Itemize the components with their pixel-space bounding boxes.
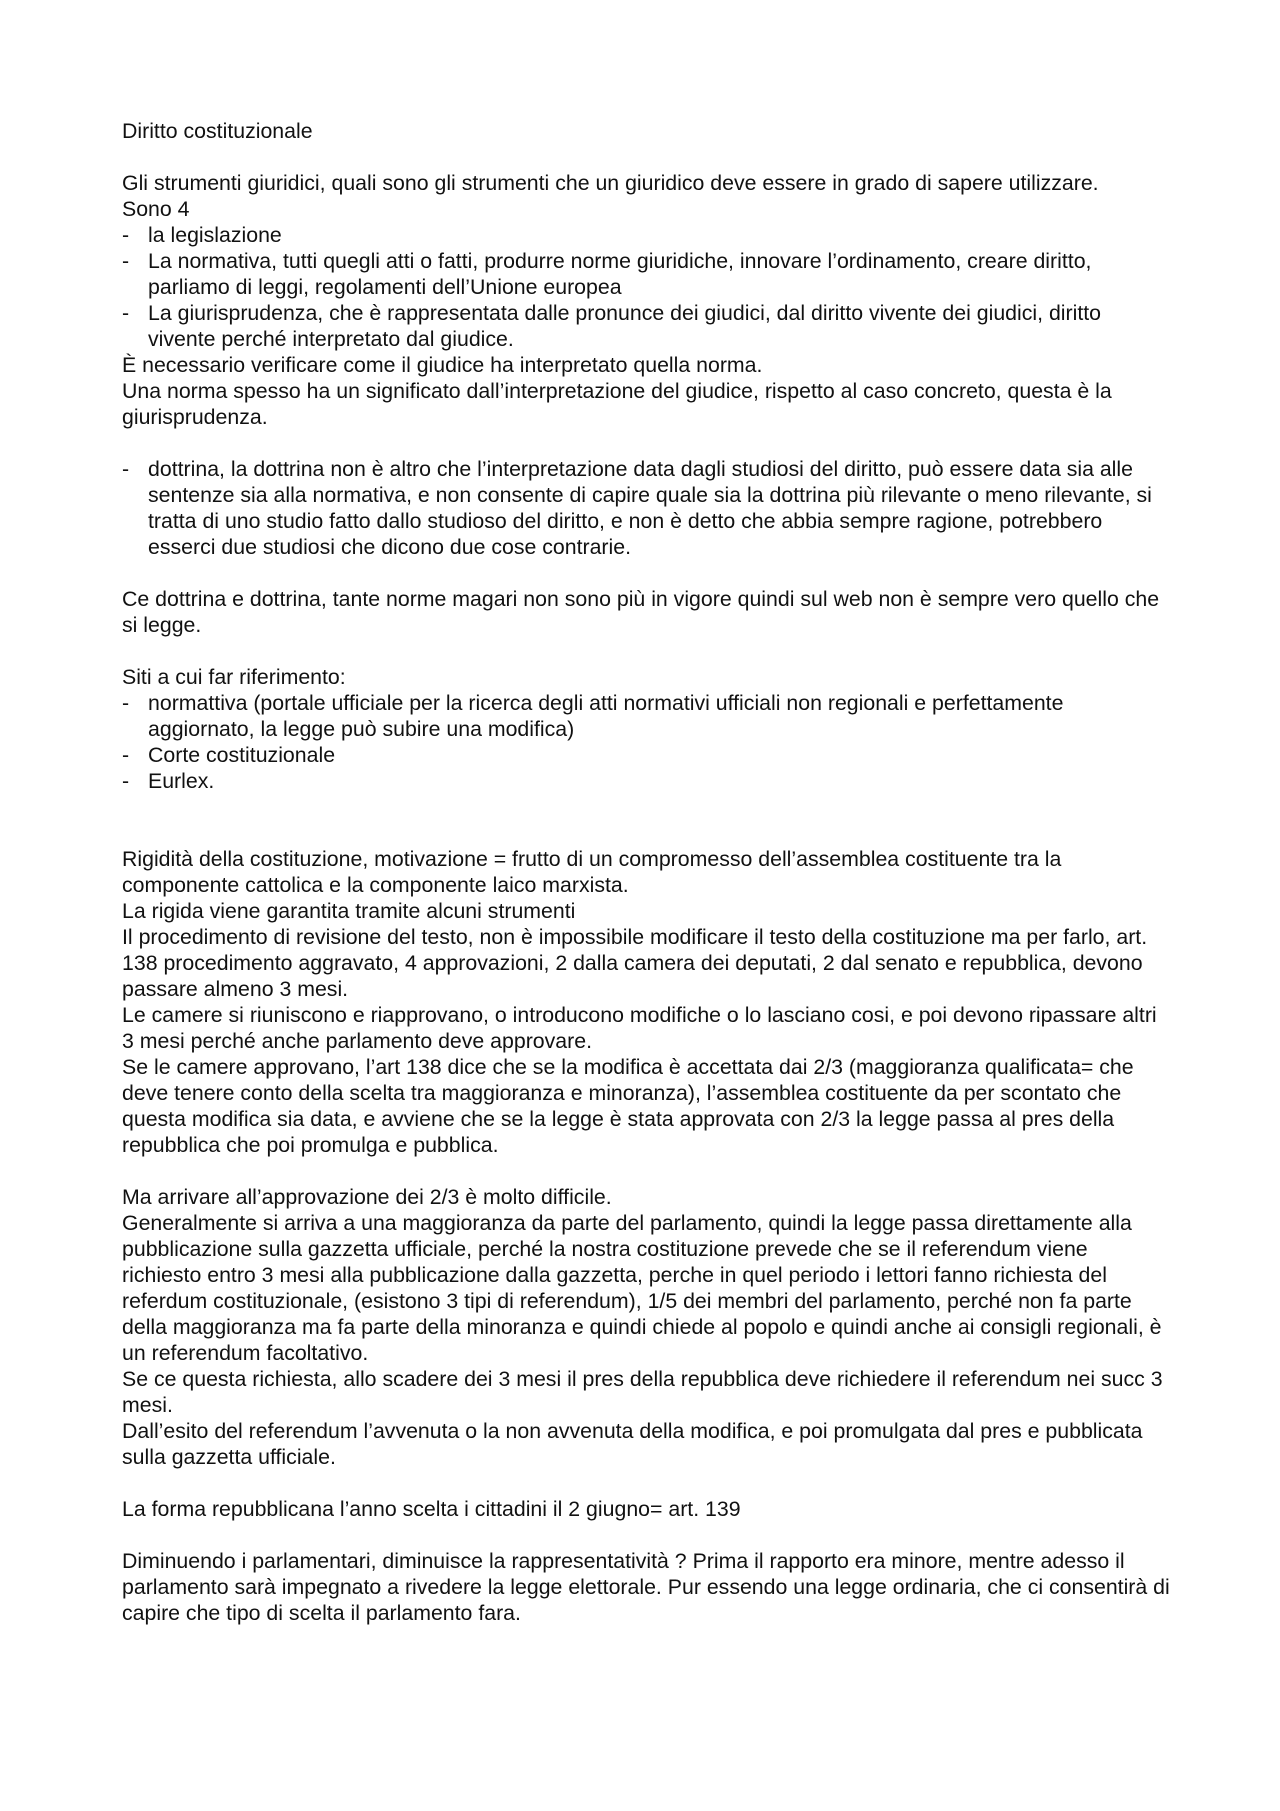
list-item: - normattiva (portale ufficiale per la ricerca degli atti normativi ufficiali non regionali e perfettamente aggiornato, la legge può subire una modifica): [122, 690, 1172, 742]
spacer: [122, 1522, 1172, 1548]
paragraph: Ce dottrina e dottrina, tante norme magari non sono più in vigore quindi sul web non è sempre vero quello che si legge.: [122, 587, 1160, 637]
paragraph: Ma arrivare all’approvazione dei 2/3 è molto difficile.: [122, 1185, 612, 1209]
strumenti-list: [122, 222, 1172, 352]
paragraph: Generalmente si arriva a una maggioranza da parte del parlamento, quindi la legge passa direttamente alla pubblicazione sulla gazzetta ufficiale, perché la nostra costituzione prevede che se il referendum viene richiesto entro 3 mesi alla pubblicazione dalla gazzetta, perche in quel periodo i lettori fanno richiesta del referdum costituzionale, (esistono 3 tipi di referendum), 1/5 dei membri del parlamento, perché non fa parte della maggioranza ma fa parte della minoranza e quindi chiede al popolo e quindi anche ai consigli regionali, è un referendum facoltativo.: [122, 1211, 1162, 1365]
paragraph: Dall’esito del referendum l’avvenuta o la non avvenuta della modifica, e poi promulgata dal pres e pubblicata sulla gazzetta ufficiale.: [122, 1419, 1143, 1469]
intro-paragraph: Gli strumenti giuridici, quali sono gli strumenti che un giuridico deve essere in grado di sapere utilizzare.: [122, 171, 1099, 195]
paragraph: Se le camere approvano, l’art 138 dice che se la modifica è accettata dai 2/3 (maggioranza qualificata= che deve tenere conto della scelta tra maggioranza e minoranza), l’assemblea costituente da per scontato che questa modifica sia data, e avviene che se la legge è stata approvata con 2/3 la legge passa al pres della repubblica che poi promulga e pubblica.: [122, 1055, 1134, 1157]
list-item: - dottrina, la dottrina non è altro che l’interpretazione data dagli studiosi del diritto, può essere data sia alle sentenze sia alla normativa, e non consente di capire quale sia la dottrina più rilevante o meno rilevante, si tratta di uno studio fatto dallo studioso del diritto, e non è detto che abbia sempre ragione, potrebbero esserci due studiosi che dicono due cose contrarie.: [122, 456, 1172, 560]
siti-heading: Siti a cui far riferimento:: [122, 665, 346, 689]
paragraph: La forma repubblicana l’anno scelta i cittadini il 2 giugno= art. 139: [122, 1497, 741, 1521]
spacer: [122, 430, 1172, 456]
spacer: [122, 1470, 1172, 1496]
dottrina-list: [122, 456, 1172, 560]
paragraph: Il procedimento di revisione del testo, non è impossibile modificare il testo della costituzione ma per farlo, art. 138 procedimento aggravato, 4 approvazioni, 2 dalla camera dei deputati, 2 dal senato e repubblica, devono passare almeno 3 mesi.: [122, 925, 1148, 1001]
spacer: [122, 638, 1172, 664]
list-item: - La giurisprudenza, che è rappresentata dalle pronunce dei giudici, dal diritto vivente dei giudici, diritto vivente perché interpretato dal giudice.: [122, 300, 1172, 352]
paragraph: È necessario verificare come il giudice ha interpretato quella norma.: [122, 353, 763, 377]
spacer: [122, 1158, 1172, 1184]
paragraph: Se ce questa richiesta, allo scadere dei 3 mesi il pres della repubblica deve richiedere il referendum nei succ 3 mesi.: [122, 1367, 1163, 1417]
list-item: - la legislazione: [122, 222, 1172, 248]
paragraph: Le camere si riuniscono e riapprovano, o introducono modifiche o lo lasciano cosi, e poi devono ripassare altri 3 mesi perché anche parlamento deve approvare.: [122, 1003, 1157, 1053]
list-item: - Eurlex.: [122, 768, 1172, 794]
list-item: - La normativa, tutti quegli atti o fatti, produrre norme giuridiche, innovare l’ordinamento, creare diritto, parliamo di leggi, regolamenti dell’Unione europea: [122, 248, 1172, 300]
siti-list: [122, 690, 1172, 794]
list-item: - Corte costituzionale: [122, 742, 1172, 768]
intro-count: Sono 4: [122, 197, 190, 221]
spacer: [122, 794, 1172, 846]
paragraph: La rigida viene garantita tramite alcuni strumenti: [122, 899, 576, 923]
paragraph: Diminuendo i parlamentari, diminuisce la rappresentatività ? Prima il rapporto era minore, mentre adesso il parlamento sarà impegnato a rivedere la legge elettorale. Pur essendo una legge ordinaria, che ci consentirà di capire che tipo di scelta il parlamento fara.: [122, 1549, 1170, 1625]
document-page: [122, 118, 1172, 1626]
document-title: Diritto costituzionale: [122, 119, 313, 143]
spacer: [122, 144, 1172, 170]
paragraph: Una norma spesso ha un significato dall’interpretazione del giudice, rispetto al caso concreto, questa è la giurisprudenza.: [122, 379, 1112, 429]
paragraph: Rigidità della costituzione, motivazione = frutto di un compromesso dell’assemblea costituente tra la componente cattolica e la componente laico marxista.: [122, 847, 1062, 897]
spacer: [122, 560, 1172, 586]
